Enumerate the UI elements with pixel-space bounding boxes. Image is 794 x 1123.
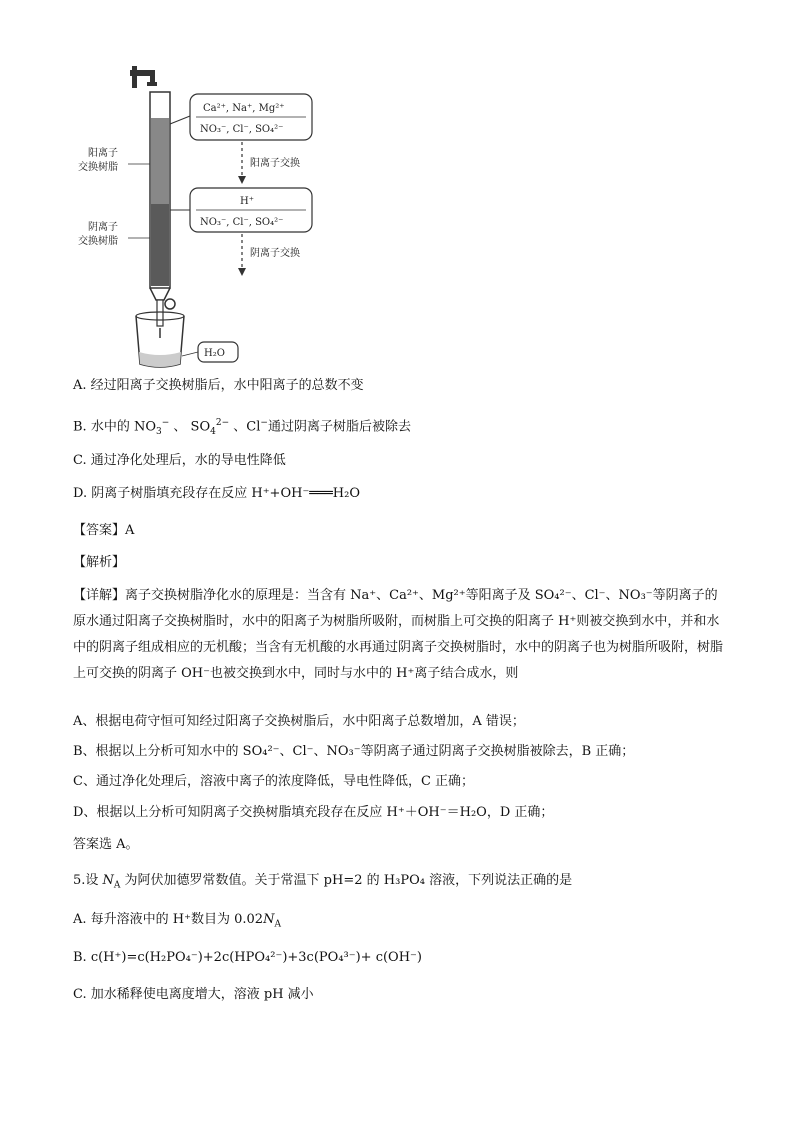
answer: 【答案】A	[73, 523, 135, 538]
box-raw-water-ions	[170, 94, 312, 140]
svg-text:阴离子交换: 阴离子交换	[250, 248, 300, 259]
svg-text:H⁺: H⁺	[240, 196, 254, 207]
q5-stem: 5.设 $N_A$ 为阿伏加德罗常数值。关于常温下 pH=2 的 H₃PO₄ 溶液，下列说法正确的是	[73, 873, 573, 891]
box-after-cation-exchange	[170, 188, 312, 232]
option-a: A. 经过阳离子交换树脂后，水中阳离子的总数不变	[73, 378, 364, 393]
anion-resin-label-1: 阴离子	[88, 222, 118, 233]
column-tube	[150, 92, 175, 338]
arrow-anion-exchange	[238, 234, 300, 276]
water-label-box	[182, 342, 238, 362]
anion-resin-label-2: 交换树脂	[78, 236, 118, 247]
beaker-icon	[136, 312, 184, 367]
option-b: B. 水中的 $NO_3^-$ 、 $SO_4^{2-}$ 、Cl−通过阴离子树脂后被除去	[73, 418, 411, 437]
analysis-conclusion: 答案选 A。	[73, 837, 139, 852]
svg-text:阳离子交换: 阳离子交换	[250, 158, 300, 169]
option-c: C. 通过净化处理后，水的导电性降低	[73, 453, 286, 468]
svg-text:NO₃⁻, Cl⁻, SO₄²⁻: NO₃⁻, Cl⁻, SO₄²⁻	[200, 217, 284, 228]
option-d: D. 阴离子树脂填充段存在反应 H⁺+OH⁻═══H₂O	[73, 486, 360, 501]
analysis-c: C、通过净化处理后，溶液中离子的浓度降低，导电性降低，C 正确；	[73, 774, 475, 789]
q5-option-a: A. 每升溶液中的 H⁺数目为 $0.02N_A$	[73, 912, 281, 930]
analysis-a: A、根据电荷守恒可知经过阳离子交换树脂后，水中阳离子总数增加，A 错误；	[73, 714, 525, 729]
svg-text:H₂O: H₂O	[204, 348, 225, 359]
q5-option-c: C. 加水稀释使电离度增大，溶液 pH 减小	[73, 987, 314, 1002]
analysis-b: B、根据以上分析可知水中的 SO₄²⁻、Cl⁻、NO₃⁻等阴离子通过阴离子交换树脂被除去，B 正确；	[73, 744, 635, 759]
analysis-title: 【解析】	[73, 555, 126, 570]
faucet-icon	[130, 66, 157, 88]
svg-text:Ca²⁺, Na⁺, Mg²⁺: Ca²⁺, Na⁺, Mg²⁺	[203, 103, 285, 114]
analysis-detail: 【详解】离子交换树脂净化水的原理是：当含有 Na⁺、Ca²⁺、Mg²⁺等阳离子及 SO₄²⁻、Cl⁻、NO₃⁻等阴离子的原水通过阳离子交换树脂时，水中的阳离子为树脂所吸附，而树脂上可交换的阳离子 H⁺则被交换到水中，并和水中的阴离子组成相应的无机酸；当含有无机酸的水再通过阴离子交换树脂时，水中的阴离子也为树脂所吸附，树脂上可交换的阴离子 OH⁻也被交换到水中，同时与水中的 H⁺离子结合成水，则	[73, 588, 724, 681]
cation-resin-label-1: 阳离子	[88, 148, 118, 159]
analysis-d: D、根据以上分析可知阴离子交换树脂填充段存在反应 H⁺＋OH⁻＝H₂O，D 正确；	[73, 805, 554, 820]
ion-exchange-figure	[70, 60, 350, 380]
q5-option-b: B. c(H⁺)=c(H₂PO₄⁻)+2c(HPO₄²⁻)+3c(PO₄³⁻)+ c(OH⁻)	[73, 950, 422, 965]
arrow-cation-exchange	[238, 142, 300, 184]
svg-text:NO₃⁻, Cl⁻, SO₄²⁻: NO₃⁻, Cl⁻, SO₄²⁻	[200, 124, 284, 135]
cation-resin-label-2: 交换树脂	[78, 162, 118, 173]
